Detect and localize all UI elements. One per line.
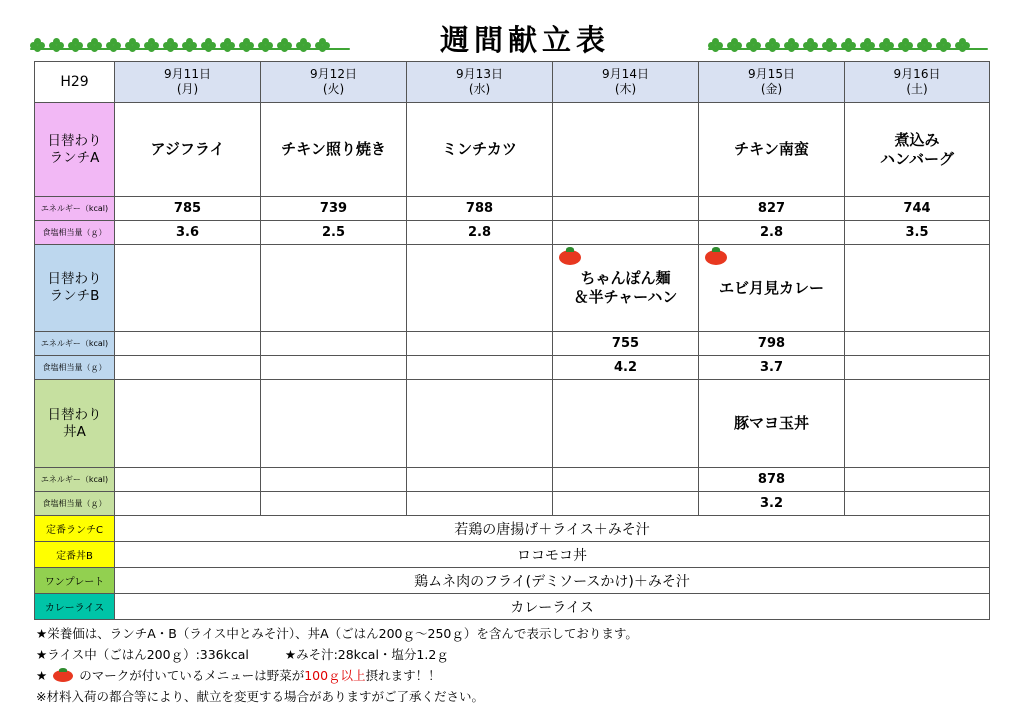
salt-value (845, 492, 990, 516)
fixed-menu-row (35, 594, 990, 620)
section-label-line1: 日替わり (47, 406, 102, 423)
day-date: 9月12日 (310, 67, 357, 81)
energy-value: 788 (407, 197, 553, 221)
day-date: 9月13日 (456, 67, 503, 81)
salt-value (845, 356, 990, 380)
clover-underline-right (708, 48, 988, 50)
energy-value: 798 (699, 332, 845, 356)
salt-value (261, 492, 407, 516)
note-disclaimer: ※材料入荷の都合等により、献立を変更する場合がありますがご了承ください。 (36, 689, 484, 704)
dish-name: ちゃんぽん麺 (580, 269, 671, 287)
energy-label: エネルギー（kcal) (35, 332, 115, 356)
energy-value: 878 (699, 468, 845, 492)
dish-name: 豚マヨ玉丼 (733, 414, 809, 432)
tomato-icon (559, 247, 581, 265)
section-label-line2: ランチB (49, 288, 100, 304)
energy-value: 744 (845, 197, 990, 221)
energy-label: エネルギー（kcal) (35, 468, 115, 492)
tomato-icon (705, 247, 727, 265)
fixed-menu-value: ロコモコ丼 (115, 542, 990, 568)
dish-cell (699, 245, 845, 332)
section-label (35, 380, 115, 468)
day-of-week: (水) (468, 82, 491, 96)
energy-value (553, 197, 699, 221)
day-header (261, 62, 407, 103)
tomato-icon (53, 668, 73, 682)
salt-value: 2.8 (407, 221, 553, 245)
menu-table (34, 61, 990, 620)
note-miso: ★みそ汁:28kcal・塩分1.2ｇ (284, 647, 449, 662)
dish-name: チキン南蛮 (734, 140, 809, 158)
day-of-week: (月) (176, 82, 199, 96)
dish-name: チキン照り焼き (281, 140, 386, 158)
day-date: 9月16日 (893, 67, 941, 81)
dish-cell (845, 380, 990, 468)
dish-name: アジフライ (150, 140, 225, 158)
dish-cell (553, 103, 699, 197)
section-label-line1: 日替わり (47, 132, 102, 149)
section-label-line2: ランチA (49, 149, 100, 166)
energy-row (35, 332, 990, 356)
dish-cell (407, 380, 553, 468)
energy-value (115, 468, 261, 492)
dish-cell (407, 245, 553, 332)
fixed-menu-value: 若鶏の唐揚げ＋ライス＋みそ汁 (115, 516, 990, 542)
salt-value: 3.7 (699, 356, 845, 380)
salt-value (261, 356, 407, 380)
dish-cell (845, 245, 990, 332)
fixed-menu-row (35, 516, 990, 542)
dish-name: ＆半チャーハン (573, 288, 678, 306)
dish-cell (845, 103, 990, 197)
fixed-menu-label: 定番丼B (35, 542, 115, 568)
fixed-menu-label: ワンプレート (35, 568, 115, 594)
salt-value (115, 492, 261, 516)
day-date: 9月15日 (748, 67, 795, 81)
energy-value (845, 332, 990, 356)
note-nutrition: ★栄養価は、ランチA・B（ライス中とみそ汁）、丼A（ごはん200ｇ～250ｇ）を含んで表示しております。 (36, 626, 638, 641)
dish-name: 煮込み (894, 130, 940, 149)
section-label (35, 103, 115, 197)
dish-cell (115, 245, 261, 332)
energy-value: 755 (553, 332, 699, 356)
notes (36, 623, 638, 707)
energy-row (35, 197, 990, 221)
salt-label: 食塩相当量（ｇ） (35, 356, 115, 380)
section-label (35, 245, 115, 332)
energy-label: エネルギー（kcal) (35, 197, 115, 221)
day-header (115, 62, 261, 103)
energy-row (35, 468, 990, 492)
fixed-menu-row (35, 568, 990, 594)
dish-cell (699, 380, 845, 468)
fixed-menu-label: 定番ランチC (35, 516, 115, 542)
energy-value: 827 (699, 197, 845, 221)
energy-value: 785 (115, 197, 261, 221)
day-of-week: (木) (614, 82, 637, 96)
salt-label: 食塩相当量（ｇ） (35, 221, 115, 245)
fixed-menu-value: カレーライス (115, 594, 990, 620)
salt-value: 2.8 (699, 221, 845, 245)
dish-name: エビ月見カレー (718, 278, 824, 297)
energy-value (553, 468, 699, 492)
salt-value: 3.2 (699, 492, 845, 516)
salt-value (115, 356, 261, 380)
note-rice: ★ライス中（ごはん200ｇ）:336kcal (36, 647, 249, 662)
day-header (699, 62, 845, 103)
dish-row (35, 380, 990, 468)
dish-cell (261, 380, 407, 468)
fixed-menu-label: カレーライス (35, 594, 115, 620)
year-cell: H29 (35, 62, 115, 103)
dish-cell (699, 103, 845, 197)
day-of-week: (火) (322, 82, 345, 96)
salt-value (553, 492, 699, 516)
salt-row (35, 221, 990, 245)
dish-name: ミンチカツ (442, 140, 517, 158)
day-date: 9月14日 (602, 67, 649, 81)
section-label-line1: 日替わり (47, 271, 102, 287)
energy-value: 739 (261, 197, 407, 221)
note-rice-miso (36, 644, 638, 665)
energy-value (261, 332, 407, 356)
salt-value: 4.2 (553, 356, 699, 380)
dish-cell (115, 103, 261, 197)
dish-row (35, 103, 990, 197)
day-header (407, 62, 553, 103)
fixed-menu-value: 鶏ムネ肉のフライ(デミソースかけ)＋みそ汁 (115, 568, 990, 594)
day-header (845, 62, 990, 103)
section-label-line2: 丼A (63, 423, 86, 440)
dish-name: ハンバーグ (880, 149, 954, 168)
clover-underline-left (30, 48, 350, 50)
note-vegetable-amount: 100ｇ以上 (304, 668, 366, 683)
page-title: 週間献立表 (439, 23, 610, 57)
dish-cell (261, 103, 407, 197)
day-date: 9月11日 (164, 67, 211, 81)
dish-row (35, 245, 990, 332)
energy-value (407, 332, 553, 356)
energy-value (261, 468, 407, 492)
salt-row (35, 356, 990, 380)
energy-value (845, 468, 990, 492)
header-row (35, 62, 990, 103)
day-of-week: (金) (760, 82, 783, 96)
salt-value: 3.6 (115, 221, 261, 245)
salt-row (35, 492, 990, 516)
salt-value (553, 221, 699, 245)
energy-value (115, 332, 261, 356)
energy-value (407, 468, 553, 492)
salt-value: 2.5 (261, 221, 407, 245)
note-tomato-mark: ★ のマークが付いているメニューは野菜が100ｇ以上摂れます！！ (36, 668, 441, 683)
dish-cell (115, 380, 261, 468)
salt-value: 3.5 (845, 221, 990, 245)
salt-label: 食塩相当量（ｇ） (35, 492, 115, 516)
salt-value (407, 492, 553, 516)
dish-cell (553, 380, 699, 468)
salt-value (407, 356, 553, 380)
fixed-menu-row (35, 542, 990, 568)
dish-cell (407, 103, 553, 197)
day-of-week: (土) (906, 82, 928, 96)
day-header (553, 62, 699, 103)
dish-cell (553, 245, 699, 332)
dish-cell (261, 245, 407, 332)
